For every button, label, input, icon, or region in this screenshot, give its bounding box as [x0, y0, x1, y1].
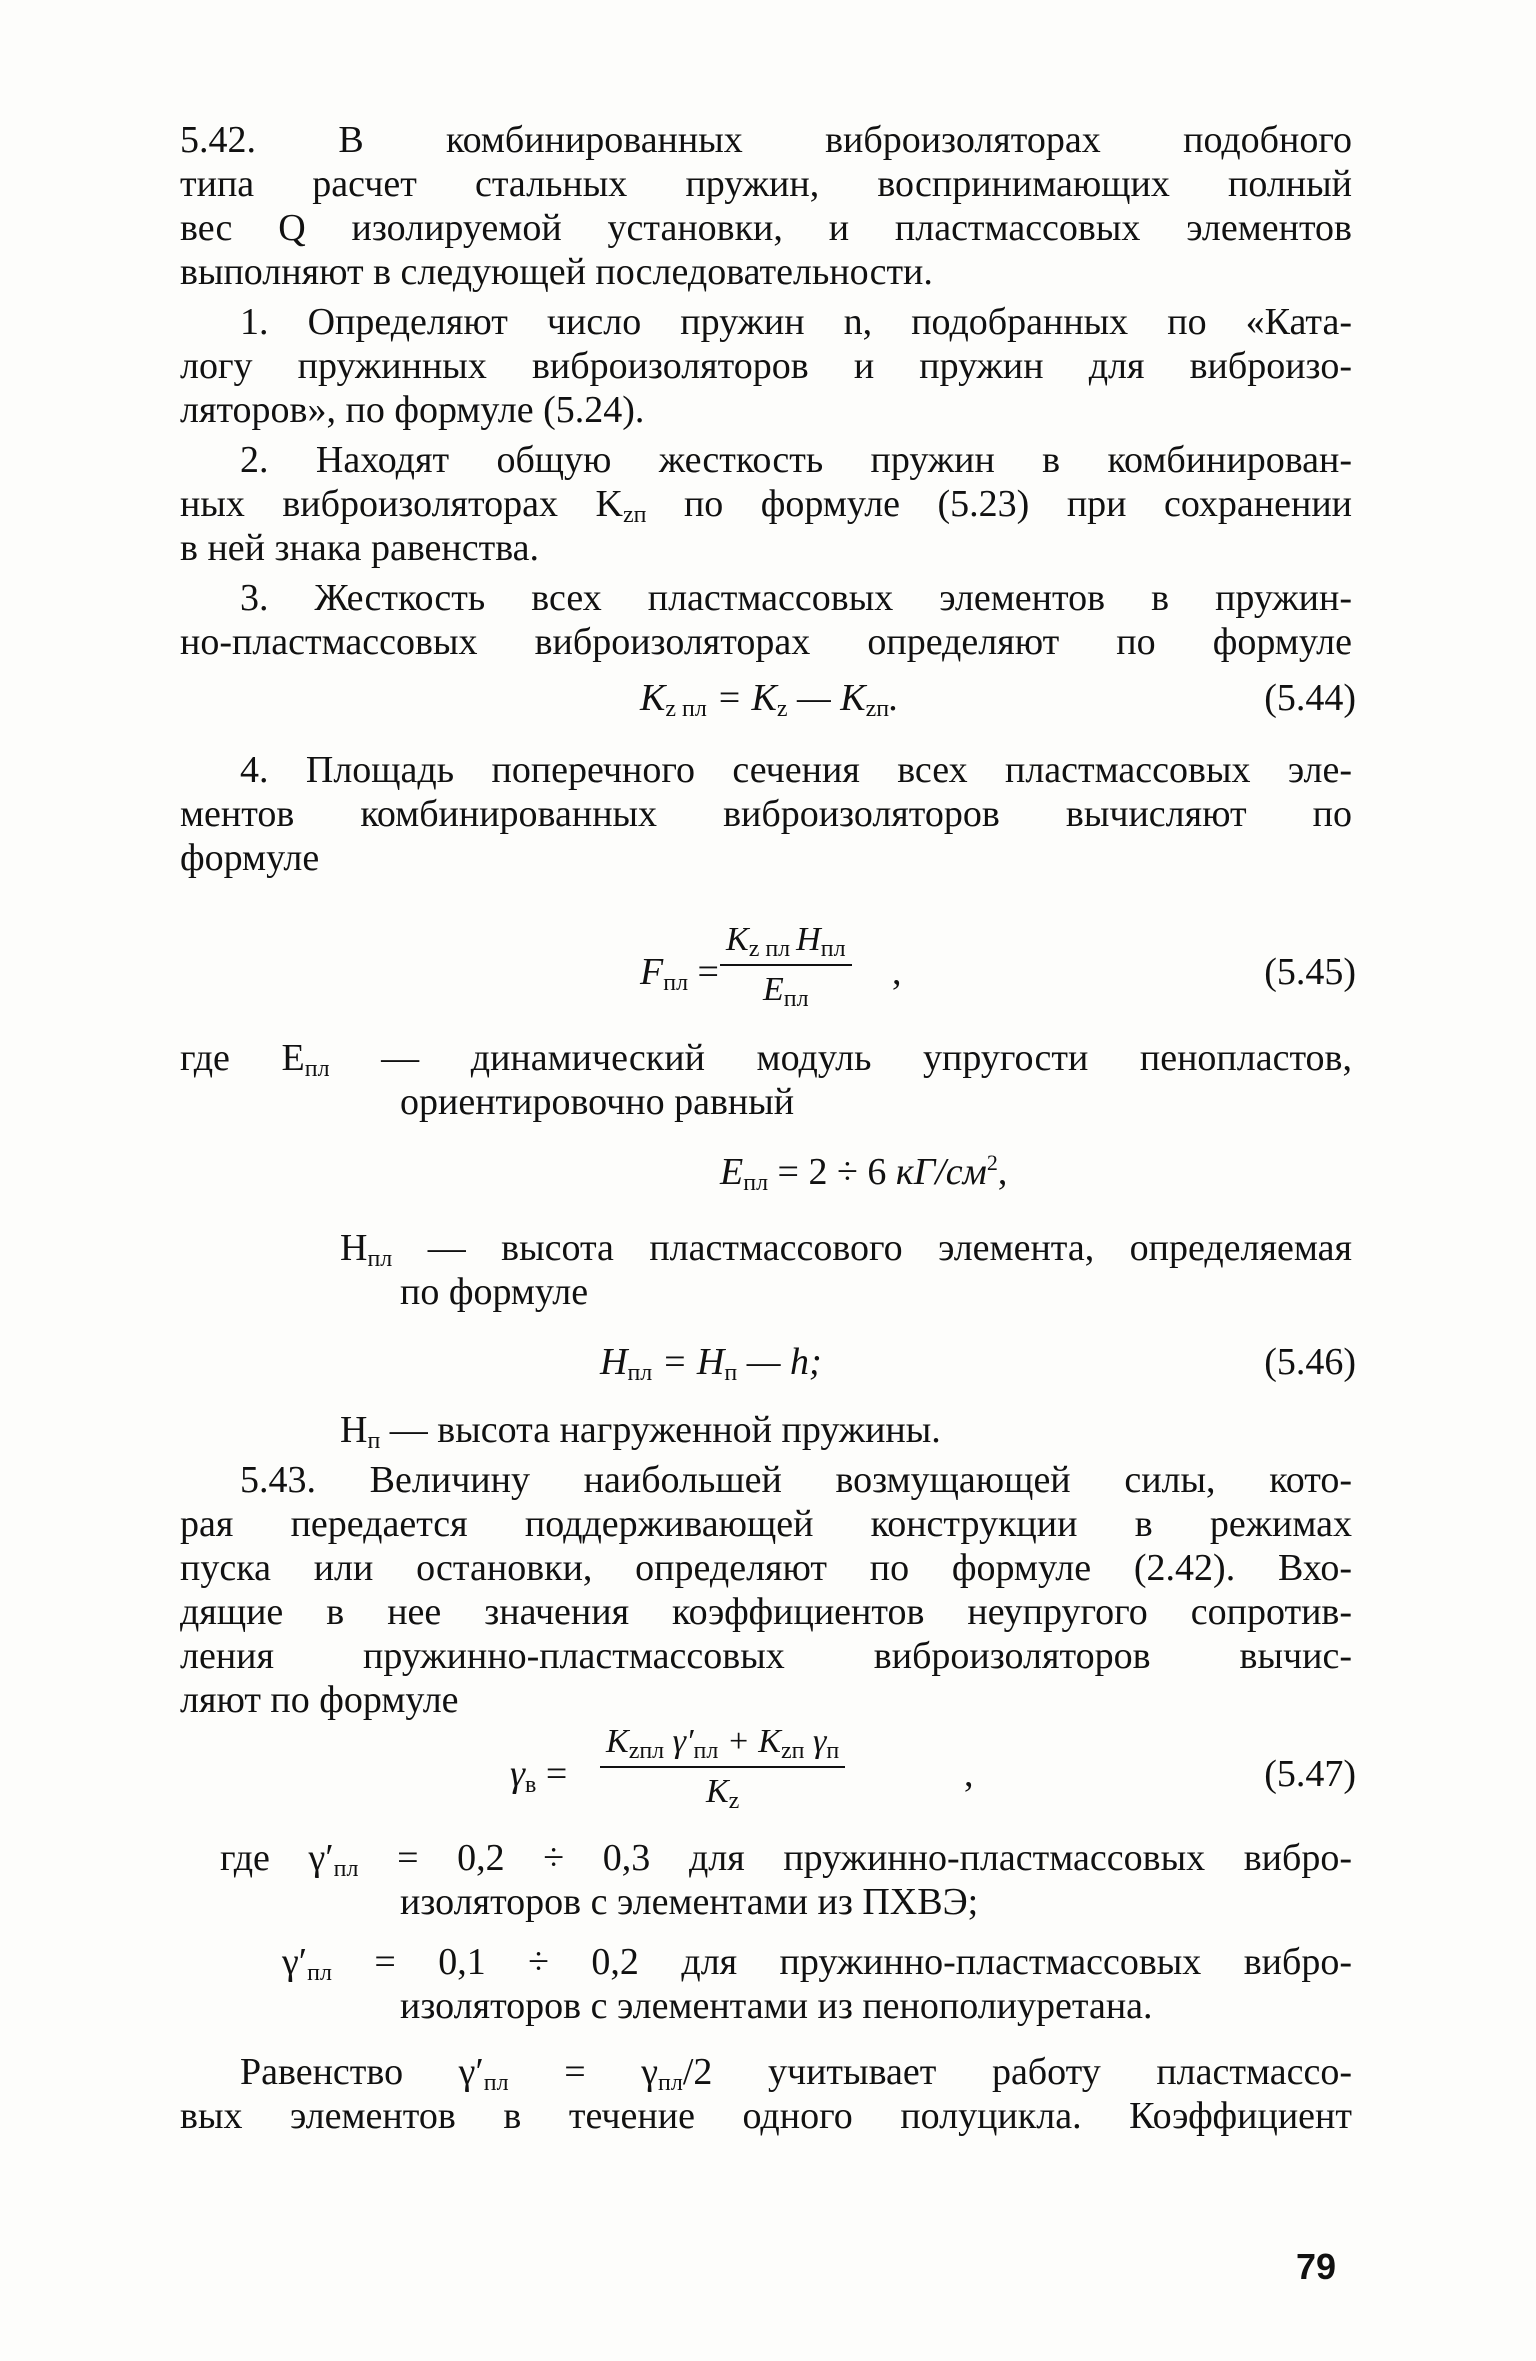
- paragraph-5-43-line-5: ления пружинно-пластмассовых виброизоляторов вычис-: [180, 1635, 1352, 1677]
- paragraph-5-43-line-6: ляют по формуле: [180, 1679, 459, 1721]
- item-2-line-3: в ней знака равенства.: [180, 527, 540, 569]
- where-h-line-2: по формуле: [400, 1271, 589, 1313]
- equation-number-5-47: (5.47): [1264, 1753, 1356, 1795]
- equation-5-45-fraction: [720, 920, 852, 1010]
- where-gamma-1-line-1: где $\gamma'_{пл} = 0,2 \div 0,3$ для пружинно-пластмассовых вибро-: [220, 1837, 1353, 1882]
- final-paragraph-line-2: вых элементов в течение одного полуцикла. Коэффициент: [180, 2095, 1352, 2137]
- paragraph-5-42-line-3: вес Q изолируемой установки, и пластмассовых элементов: [180, 207, 1352, 249]
- item-1-line-1: 1. Определяют число пружин n, подобранных по «Ката-: [240, 301, 1352, 343]
- item-4-line-2: ментов комбинированных виброизоляторов вычисляют по: [180, 793, 1352, 835]
- where-gamma-2-line-2: изоляторов с элементами из пенополиуретана.: [400, 1985, 1153, 2027]
- item-4-line-1: 4. Площадь поперечного сечения всех пластмассовых эле-: [240, 749, 1352, 791]
- final-paragraph-line-1: Равенство $\gamma'_{пл} = \gamma_{пл}/2$ учитывает работу пластмассо-: [240, 2051, 1353, 2096]
- equation-e-value: $E_{пл} = 2 \div 6$ $кГ/см^2$,: [720, 1150, 1008, 1196]
- equation-number-5-46: (5.46): [1264, 1341, 1356, 1383]
- paragraph-5-43-line-2: рая передается поддерживающей конструкции в режимах: [180, 1503, 1352, 1545]
- where-h-line-1: $H_{пл}$ — высота пластмассового элемента, определяемая: [340, 1227, 1352, 1272]
- where-hp-line: $H_п$ — высота нагруженной пружины.: [340, 1409, 941, 1454]
- where-gamma-1-line-2: изоляторов с элементами из ПХВЭ;: [400, 1881, 979, 1923]
- paragraph-5-42-line-2: типа расчет стальных пружин, воспринимающих полный: [180, 163, 1352, 205]
- fraction-denominator: $K_z$: [705, 1773, 740, 1814]
- fraction-numerator: $K_{z пл}$ $H_{пл}$: [720, 920, 852, 966]
- equation-number-5-44: (5.44): [1264, 677, 1356, 719]
- item-2-text-b: по формуле (5.23) при сохранении: [646, 483, 1352, 525]
- item-2-line-2: [180, 482, 1352, 526]
- paragraph-5-43-line-4: дящие в нее значения коэффициентов неупругого сопротив-: [180, 1591, 1352, 1633]
- paragraph-5-42-line-1: 5.42. В комбинированных виброизоляторах подобного: [180, 119, 1352, 161]
- item-3-line-2: но-пластмассовых виброизоляторах определяют по формуле: [180, 621, 1352, 663]
- item-3-line-1: 3. Жесткость всех пластмассовых элементов в пружин-: [240, 577, 1352, 619]
- item-2-line-1: 2. Находят общую жесткость пружин в комбинирован-: [240, 439, 1352, 481]
- paragraph-5-43-line-3: пуска или остановки, определяют по формуле (2.42). Вхо-: [180, 1547, 1352, 1589]
- item-2-text-a: ных виброизоляторах K: [180, 483, 623, 525]
- item-4-line-3: формуле: [180, 837, 320, 879]
- where-e-line-2: ориентировочно равный: [400, 1081, 795, 1123]
- equation-5-47-lhs: $\gamma_в$ =: [510, 1753, 568, 1798]
- equation-5-47-tail: ,: [964, 1753, 974, 1795]
- equation-number-5-45: (5.45): [1264, 951, 1356, 993]
- item-1-line-3: ляторов», по формуле (5.24).: [180, 389, 645, 431]
- item-1-line-2: логу пружинных виброизоляторов и пружин для виброизо-: [180, 345, 1352, 387]
- paragraph-5-42-line-4: выполняют в следующей последовательности.: [180, 251, 933, 293]
- fraction-numerator: $K_{zпл}$ $\gamma'_{пл} + K_{zп}$ $\gamma_п$: [600, 1722, 845, 1768]
- equation-5-45-lhs: $F_{пл}$ =: [640, 951, 719, 996]
- equation-5-44: $K_{z пл} = K_z$ — $K_{zп}$.: [640, 677, 899, 722]
- fraction-denominator: $E_{пл}$: [762, 971, 809, 1012]
- equation-5-46: $H_{пл} = H_п$ — h;: [600, 1341, 822, 1386]
- equation-5-45-tail: ,: [892, 951, 902, 993]
- equation-5-47-fraction: [600, 1722, 845, 1812]
- page-number: 79: [1296, 2246, 1337, 2287]
- where-e-line-1: где $E_{пл}$ — динамический модуль упругости пенопластов,: [180, 1037, 1353, 1082]
- paragraph-5-43-line-1: 5.43. Величину наибольшей возмущающей силы, кото-: [240, 1459, 1352, 1501]
- where-gamma-2-line-1: $\gamma'_{пл} = 0,1 \div 0,2$ для пружинно-пластмассовых вибро-: [282, 1941, 1352, 1986]
- item-2-subscript: zп: [622, 502, 647, 528]
